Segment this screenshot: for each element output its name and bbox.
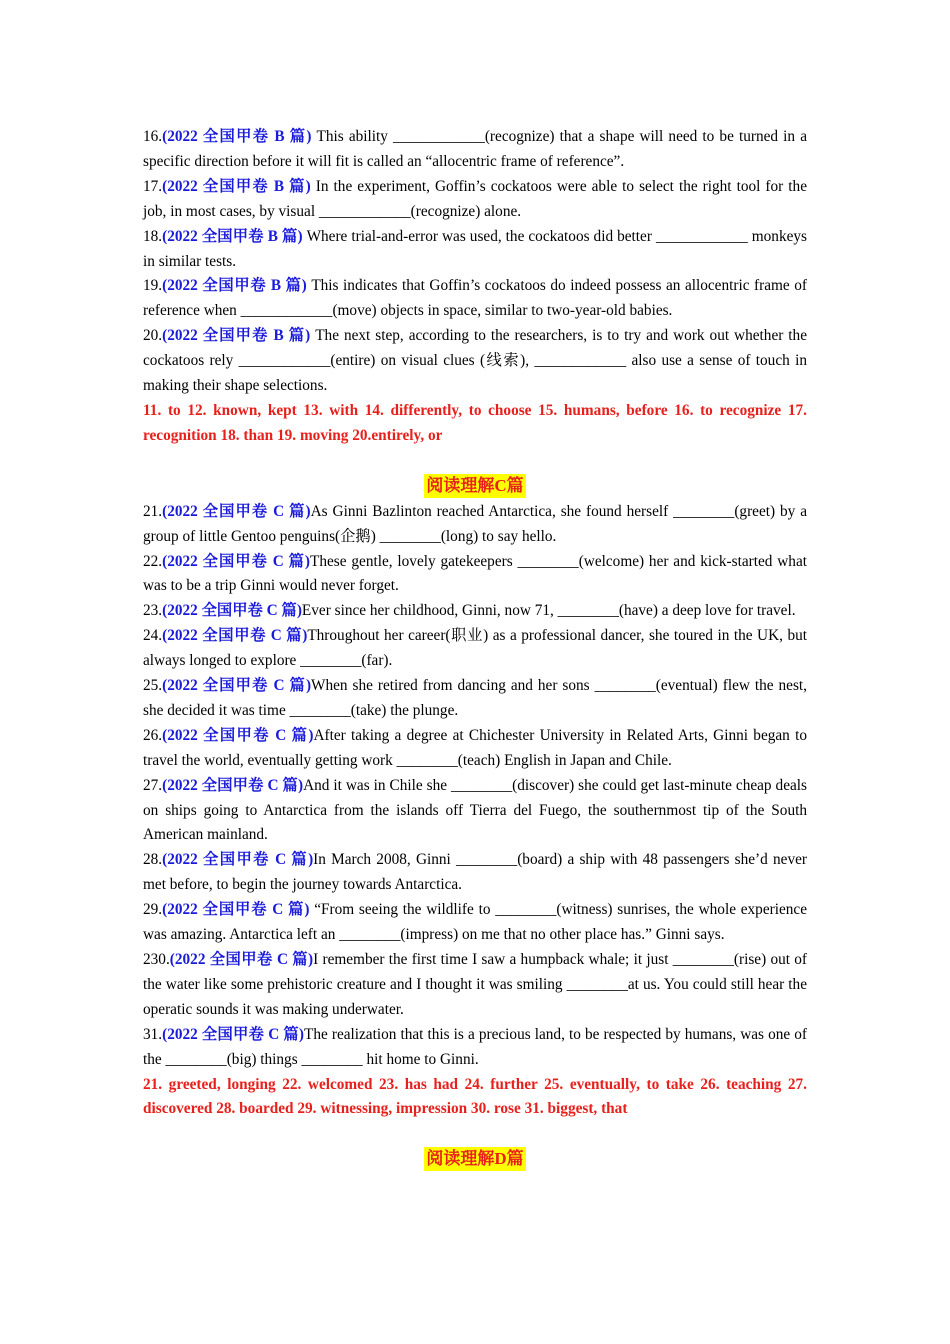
question-text: I remember the first time I saw a humpback whale; it just ________(rise) out of the water like some prehistoric creature and I thought it was smiling ________at us. You could still hear the operatic sounds it was making underwater. [143,951,807,1018]
question-text: This indicates that Goffin’s cockatoos do indeed possess an allocentric frame of reference when ____________(move) objects in space, similar to two-year-old babies. [143,277,807,320]
question-source-tag: (2022 全国甲卷 B 篇) [162,128,312,145]
question-source-tag: (2022 全国甲卷 B 篇) [162,177,311,195]
question-number: 27. [143,776,163,794]
question-text: The realization that this is a precious land, to be respected by humans, was one of the ________(big) things ________ hit home to Ginni. [143,1025,807,1068]
question-number: 29. [143,901,163,919]
question-number: 20. [143,327,163,345]
question-number: 24. [143,627,163,645]
question-22 [143,550,807,600]
section-c-questions [143,500,807,1123]
question-29 [143,898,807,948]
section-c-heading: 阅读理解C篇 [424,474,525,498]
question-number: 23. [143,602,163,620]
question-18 [143,225,807,275]
question-text: Where trial-and-error was used, the cockatoos did better ____________ monkeys in similar tests. [143,227,807,270]
question-source-tag: (2022 全国甲卷 C 篇) [162,851,314,869]
question-text: The next step, according to the researchers, is to try and work out whether the cockatoos rely ____________(entire) on visual clues (线索), ____________ also use a sense of touch in making their shape selections. [143,327,807,395]
question-text: When she retired from dancing and her sons ________(eventual) flew the nest, she decided it was time ________(take) the plunge. [143,677,807,719]
section-d-heading: 阅读理解D篇 [424,1147,525,1171]
question-28 [143,848,807,898]
question-31 [143,1023,807,1073]
question-source-tag: (2022 全国甲卷 C 篇) [162,552,311,570]
question-17 [143,175,807,225]
question-number: 16. [143,128,163,145]
question-source-tag: (2022 全国甲卷 C 篇) [162,627,308,645]
question-source-tag: (2022 全国甲卷 C 篇) [162,901,310,919]
question-number: 21. [143,502,163,520]
question-number: 28. [143,851,163,869]
question-number: 25. [143,677,163,695]
question-source-tag: (2022 全国甲卷 C 篇) [169,951,314,968]
question-24 [143,624,807,674]
section-d-heading-wrap [143,1147,807,1173]
question-text: And it was in Chile she ________(discover) she could get last-minute cheap deals on ships going to Antarctica from the islands off Tierra del Fuego, the southernmost tip of the South American mainland. [143,776,807,844]
section-b-questions [143,125,807,449]
section-b-answer-key: 11. to 12. known, kept 13. with 14. differently, to choose 15. humans, before 16. to recognize 17. recognition 18. than 19. moving 20.entirely, or [143,401,807,444]
question-26 [143,724,807,774]
question-number: 31. [143,1025,163,1043]
question-source-tag: (2022 全国甲卷 B 篇) [162,327,311,345]
question-number: 19. [143,277,163,295]
question-number: 22. [143,552,163,570]
question-20 [143,324,807,399]
question-source-tag: (2022 全国甲卷 B 篇) [162,277,307,295]
document-page [143,125,807,1173]
question-25 [143,674,807,724]
question-text: In the experiment, Goffin’s cockatoos were able to select the right tool for the job, in most cases, by visual ____________(recognize) alone. [143,177,807,220]
question-source-tag: (2022 全国甲卷 C 篇) [162,677,312,695]
question-text: After taking a degree at Chichester University in Related Arts, Ginni began to travel the world, eventually getting work ________(teach) English in Japan and Chile. [143,726,807,769]
question-source-tag: (2022 全国甲卷 C 篇) [162,776,304,794]
question-text: Throughout her career(职业) as a professional dancer, she toured in the UK, but always longed to explore ________(far). [143,627,807,670]
question-21 [143,500,807,550]
section-c-heading-wrap [143,474,807,500]
question-23 [143,599,807,624]
question-number: 26. [143,726,163,744]
question-text: These gentle, lovely gatekeepers ________(welcome) her and kick-started what was to be a trip Ginni would never forget. [143,552,807,595]
section-c-answer-key: 21. greeted, longing 22. welcomed 23. has had 24. further 25. eventually, to take 26. teaching 27. discovered 28. boarded 29. witnessing, impression 30. rose 31. biggest, that [143,1075,807,1118]
question-text: Ever since her childhood, Ginni, now 71, ________(have) a deep love for travel. [301,602,796,620]
question-number: 18. [143,227,163,245]
question-source-tag: (2022 全国甲卷 B 篇) [162,227,303,245]
question-16 [143,125,807,175]
question-source-tag: (2022 全国甲卷 C 篇) [162,502,311,520]
question-text: “From seeing the wildlife to ________(witness) sunrises, the whole experience was amazing. Antarctica left an ________(impress) on me that no other place has.” Ginni says. [143,901,807,944]
question-text: This ability ____________(recognize) that a shape will need to be turned in a specific direction before it will fit is called an “allocentric frame of reference”. [143,128,807,170]
question-19 [143,274,807,324]
question-source-tag: (2022 全国甲卷 C 篇) [162,602,302,620]
question-27 [143,774,807,849]
question-text: As Ginni Bazlinton reached Antarctica, she found herself ________(greet) by a group of little Gentoo penguins(企鹅) ________(long) to say hello. [143,502,807,545]
question-source-tag: (2022 全国甲卷 C 篇) [162,726,314,744]
question-number: 17. [143,177,163,195]
question-number: 230. [143,951,170,968]
question-source-tag: (2022 全国甲卷 C 篇) [162,1025,304,1043]
question-text: In March 2008, Ginni ________(board) a ship with 48 passengers she’d never met before, to begin the journey towards Antarctica. [143,851,807,894]
question-30 [143,948,807,1023]
